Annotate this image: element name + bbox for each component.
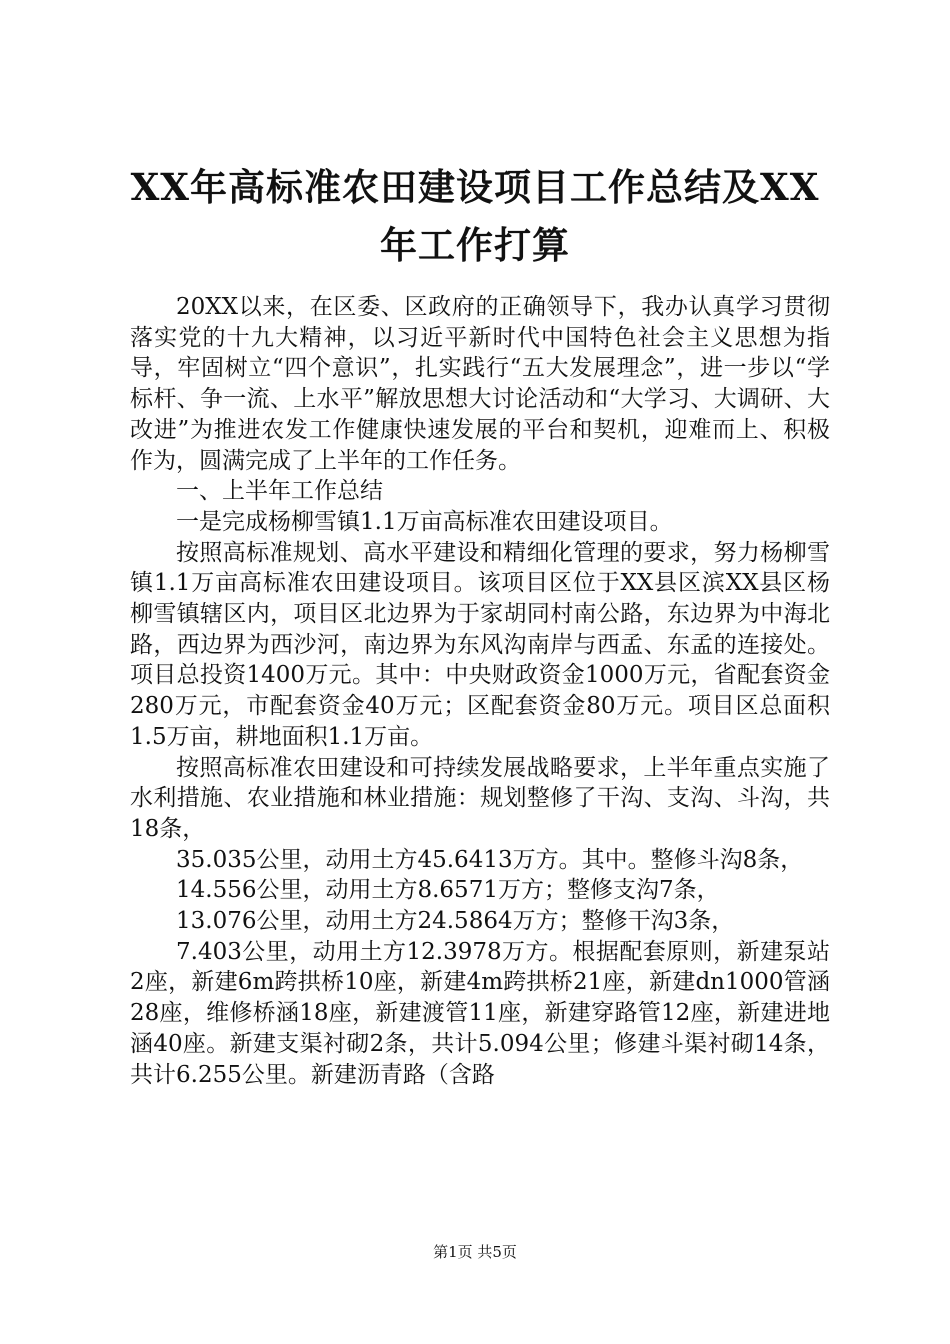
branch-ditch-paragraph: 14.556公里，动用土方8.6571万方；整修支沟7条，: [176, 877, 720, 904]
facilities-paragraph: 7.403公里，动用土方12.3978万方。根据配套原则，新建泵站2座，新建6m跨拱桥10座，新建4m跨拱桥21座，新建dn1000管涵28座，维修桥涵18座，新建渡管11座，新建穿路管12座，新建进地涵40座。新建支渠衬砌2条，共计5.094公里；修建斗渠衬砌14条，共计6.255公里。新建沥青路（含路: [130, 938, 830, 1088]
measures-paragraph: 按照高标准农田建设和可持续发展战略要求，上半年重点实施了水利措施、农业措施和林业措施：规划整修了干沟、支沟、斗沟，共18条，: [130, 754, 830, 842]
subsection-heading: 一是完成杨柳雪镇1.1万亩高标准农田建设项目。: [176, 508, 673, 535]
section-heading: 一、上半年工作总结: [176, 478, 383, 505]
main-ditch-paragraph: 13.076公里，动用土方24.5864万方；整修干沟3条，: [176, 908, 735, 935]
page-footer: 第1页 共5页: [433, 1243, 517, 1261]
document-title: XX年高标准农田建设项目工作总结及XX年工作打算: [130, 165, 820, 267]
intro-paragraph: 20XX以来，在区委、区政府的正确领导下，我办认真学习贯彻落实党的十九大精神，以习近平新时代中国特色社会主义思想为指导，牢固树立“四个意识”，扎实践行“五大发展理念”，进一步以“学标杆、争一流、上水平”解放思想大讨论活动和“大学习、大调研、大改进”为推进农发工作健康快速发展的平台和契机，迎难而上、积极作为，圆满完成了上半年的工作任务。: [130, 294, 830, 474]
ditch-total-paragraph: 35.035公里，动用土方45.6413万方。其中。整修斗沟8条，: [176, 846, 804, 873]
project-paragraph: 按照高标准规划、高水平建设和精细化管理的要求，努力杨柳雪镇1.1万亩高标准农田建设项目。该项目区位于XX县区滨XX县区杨柳雪镇辖区内，项目区北边界为于家胡同村南公路，东边界为中海北路，西边界为西沙河，南边界为东风沟南岸与西孟、东孟的连接处。项目总投资1400万元。其中：中央财政资金1000万元，省配套资金280万元，市配套资金40万元；区配套资金80万元。项目区总面积1.5万亩，耕地面积1.1万亩。: [130, 539, 830, 750]
document-body: [130, 292, 830, 1090]
